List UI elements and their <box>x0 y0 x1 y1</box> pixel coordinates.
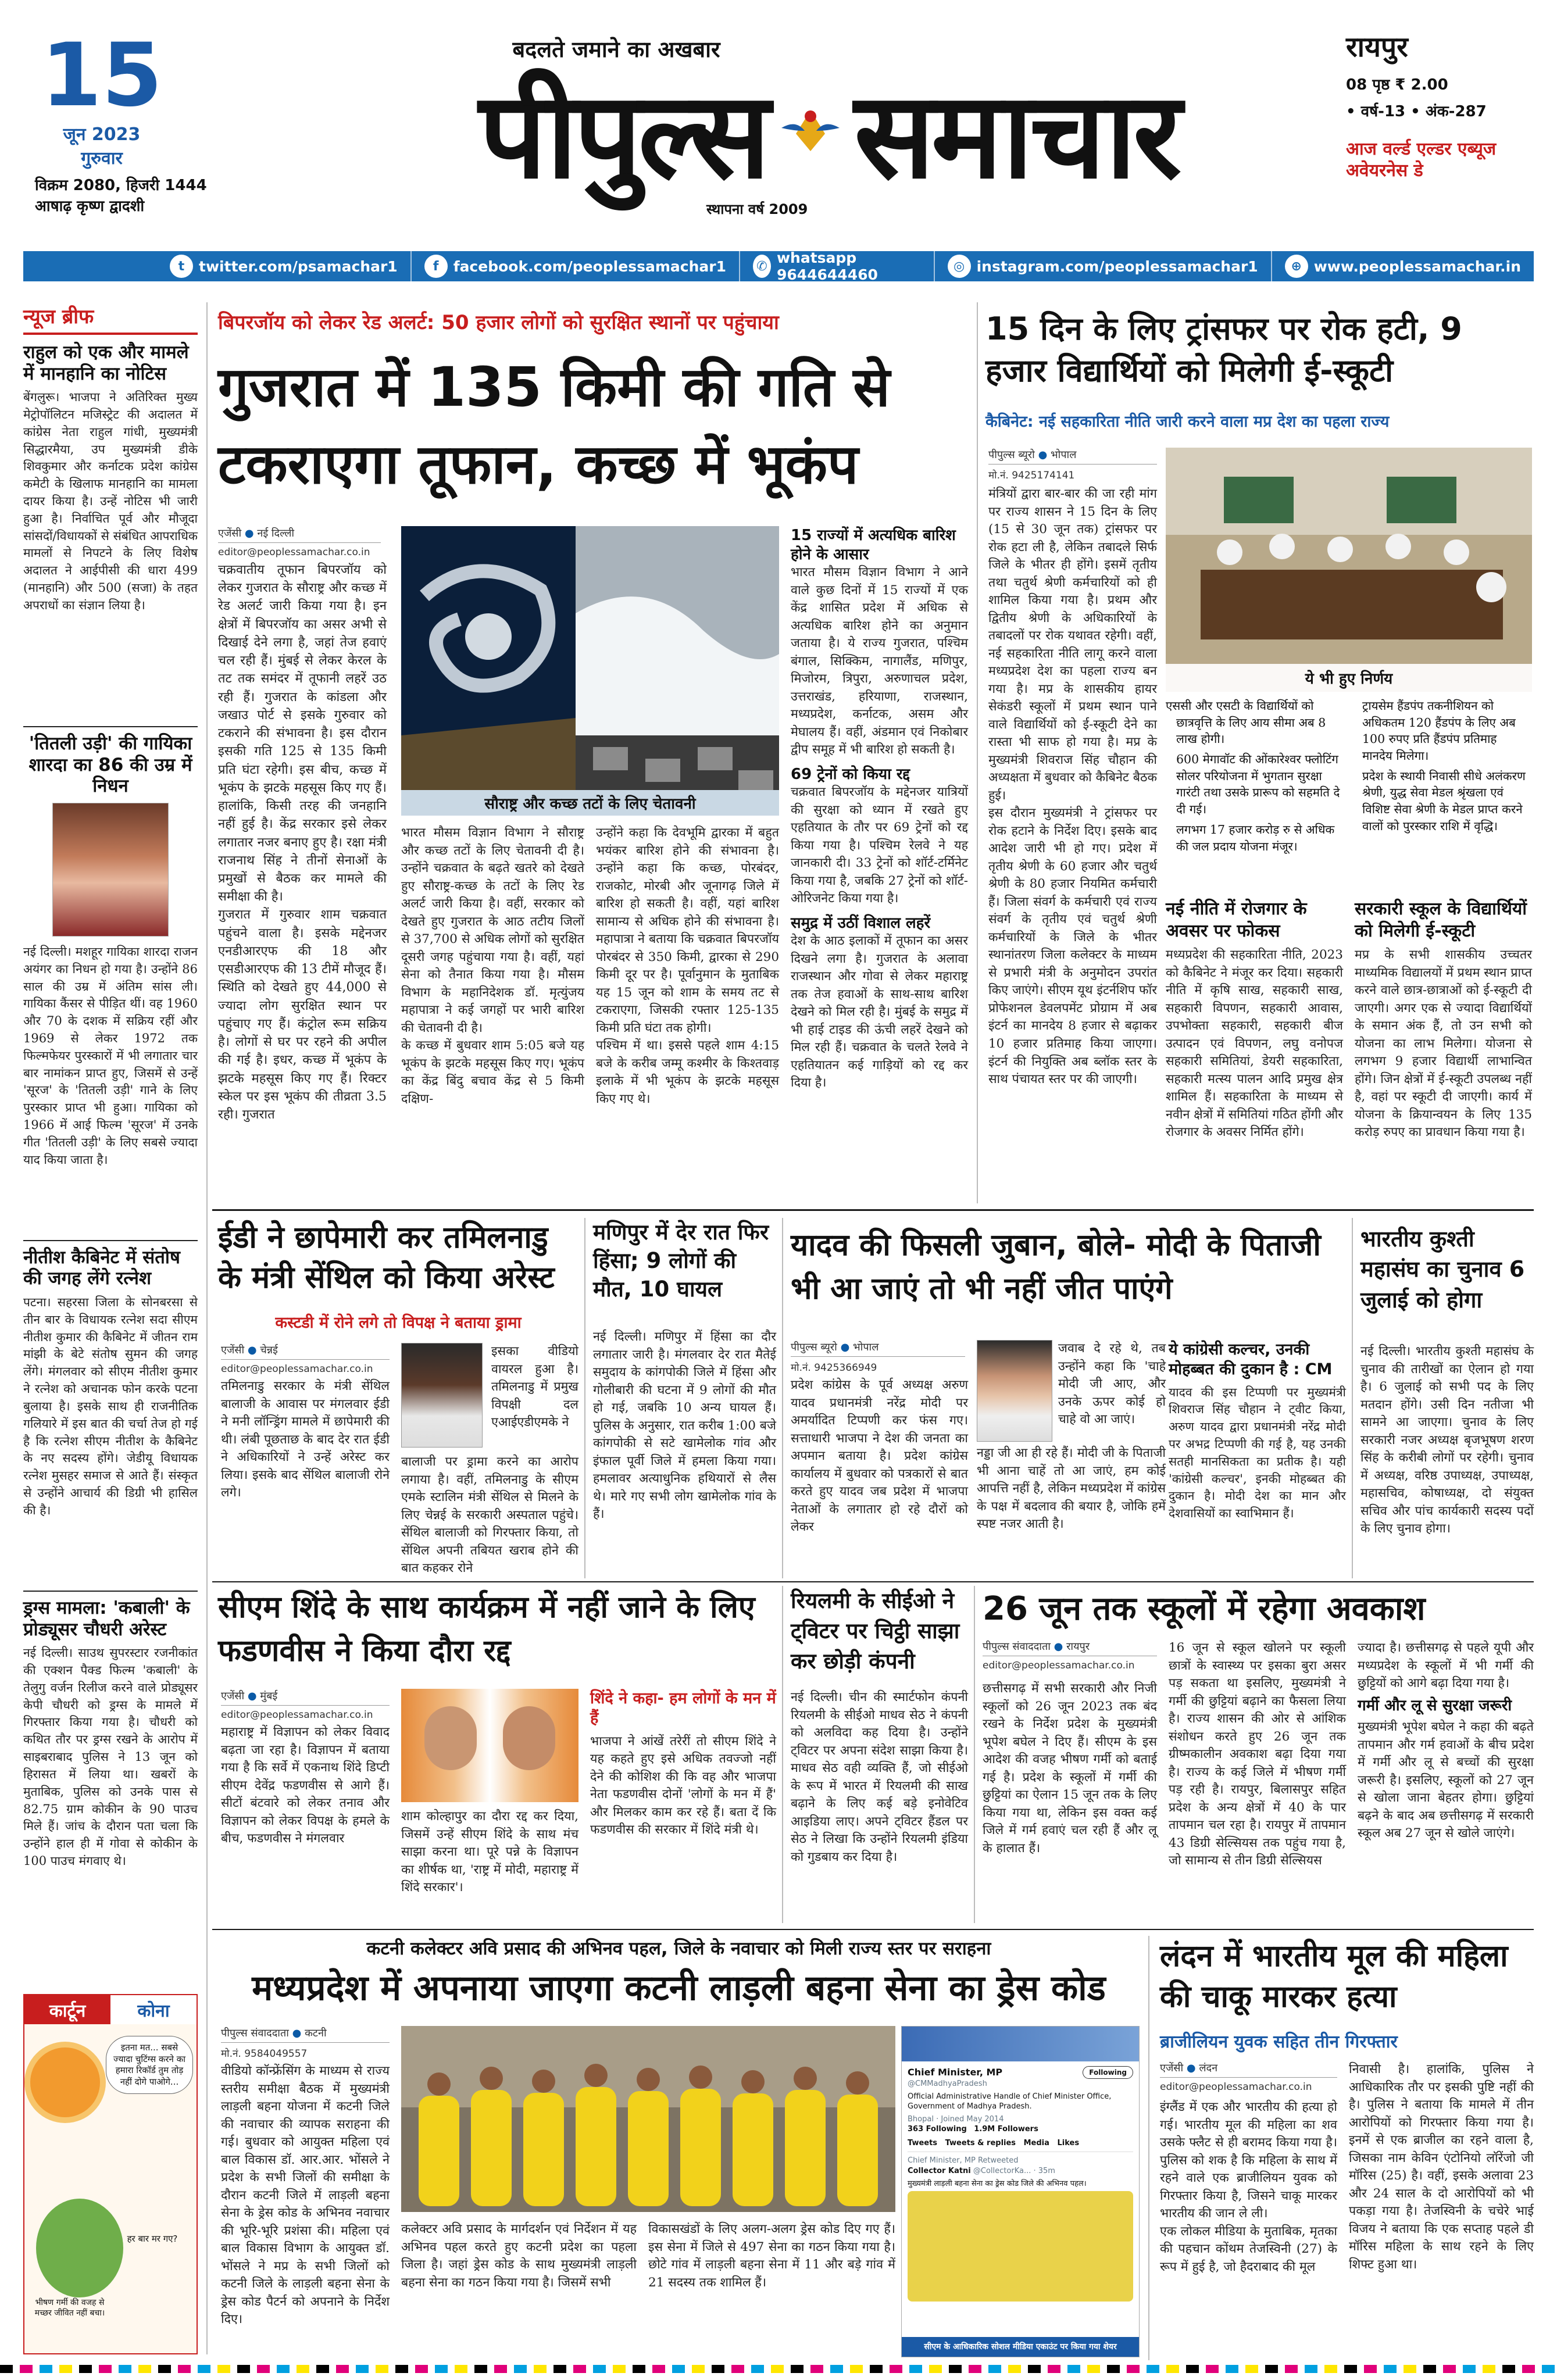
lead-sidebar <box>791 526 968 1200</box>
lead-byline-block <box>218 526 381 563</box>
cabinet-photo <box>1166 448 1532 692</box>
waves-subhead: समुद्र में उठीं विशाल लहरें <box>791 914 931 932</box>
rain-subhead: 15 राज्यों में अत्यधिक बारिश होने के आसार <box>791 527 956 563</box>
cyclone-photo <box>401 526 779 816</box>
coop-subhead: नई नीति में रोजगार के अवसर पर फोकस <box>1166 899 1307 941</box>
sun-character-icon <box>30 2047 100 2117</box>
katni-headline: मध्यप्रदेश में अपनाया जाएगा कटनी लाड़ली बहना सेना का ड्रेस कोड <box>252 1968 1106 2009</box>
cartoon-bubble-3: हर बार मर गए? <box>127 2234 178 2244</box>
school-col-3 <box>1358 1639 1534 1921</box>
cabinet-photo-caption: ये भी हुए निर्णय <box>1166 664 1532 692</box>
london-headline: लंदन में भारतीय मूल की महिला की चाकू मारकर हत्या <box>1160 1939 1508 2015</box>
lead-kicker-red: बिपरजॉय को लेकर रेड अलर्ट <box>218 311 427 334</box>
wrestling-body: नई दिल्ली। भारतीय कुश्ती महासंघ के चुनाव की तारीखों का ऐलान हो गया है। 6 जुलाई को सभी पद के लिए मतदान होंगे। उसी दिन नतीजा भी सामने आ जाएगा। चुनाव के लिए सरकारी नजर अध्यक्ष बृजभूषण शरण सिंह के करीबी लोगों पर रहेगी। चुनाव में अध्यक्ष, वरिष्ठ उपाध्यक्ष, उपाध्यक्ष, महासचिव, कोषाध्यक्ष, दो संयुक्त सचिव और पांच कार्यकारी सदस्य पदों के लिए चुनाव होगा। <box>1360 1344 1534 1536</box>
brief-2-headline: 'तितली उड़ी' की गायिका शारदा का 86 की उम्र में निधन <box>28 733 192 797</box>
tagline: बदलते जमाने का अखबार <box>512 37 720 62</box>
katni-body-2: कलेक्टर अवि प्रसाद के मार्गदर्शन एवं निर्देशन में यह अभिनव पहल करते हुए कटनी प्रदेश का पहला जिला है। जहां ड्रेस कोड के साथ मुख्यमंत्री लाड़ली बहना सेना का गठन किया गया है। जिसमें सभी <box>401 2222 637 2290</box>
brief-4-headline: ड्रग्स मामला: 'कबाली' के प्रोड्यूसर चौधरी अरेस्ट <box>23 1598 190 1640</box>
cm-reaction-box <box>1169 1340 1346 1575</box>
school-byline-block: पीपुल्स संवाददाता ● रायपुर editor@peoplessamachar.co.in <box>983 1639 1157 1676</box>
yadav-body-2: नड्डा जी आ ही रहे हैं। मोदी जी के पिताजी भी आना चाहें तो आ जाएं, हम कोई आपत्ति नहीं है, लेकिन मध्यप्रदेश में कांग्रेस के पक्ष में बदलाव की बयार है, जोकि हमें स्पष्ट नजर आती है। <box>977 1446 1166 1532</box>
escooty-body: मप्र के सभी शासकीय उच्चतर माध्यमिक विद्यालयों में प्रथम स्थान प्राप्त करने वाले छात्र-छात्राओं को ई-स्कूटी दी जाएगी। अगर एक से ज्यादा विद्यार्थियों के समान अंक हैं, तो उन सभी को योजना का लाभ मिलेगा। योजना से लगभग 9 हजार विद्यार्थी लाभान्वित होंगे। जिन क्षेत्रों में ई-स्कूटी उपलब्ध नहीं है, वहां पर स्कूटी दी जाएगी। कार्य में योजना के क्रियान्वयन के लिए 135 करोड़ रुपए का प्रावधान किया गया है। <box>1355 948 1532 1140</box>
shinde-photo <box>401 1689 578 1802</box>
edition-block <box>1346 32 1544 224</box>
shinde-body-2: शाम कोल्हापुर का दौरा रद्द कर दिया, जिसमें उन्हें सीएम शिंदे के साथ मंच साझा करना था। पूरे पन्ने के विज्ञापन का शीर्षक था, 'राष्ट्र में मोदी, महाराष्ट्र में शिंदे सरकार'। <box>401 1809 578 1895</box>
tweet-caption: सीएम के आधिकारिक सोशल मीडिया एकाउंट पर किया गया शेयर <box>902 2337 1139 2357</box>
trains-body: चक्रवात बिपरजॉय के मद्देनजर यात्रियों की सुरक्षा को ध्यान में रखते हुए एहतियात के तौर पर 69 ट्रेनों को रद्द किया गया है। पश्चिम रेलवे ने यह जानकारी दी। 33 ट्रेनों को शॉर्ट-टर्मिनेट किया गया है, जबकि 27 ट्रेनों को शॉर्ट-ओरिजनेट किया गया है। <box>791 785 968 906</box>
lead-headline: गुजरात में 135 किमी की गति से टकराएगा तूफान, कच्छ में भूकंप <box>218 356 890 497</box>
yadav-body: प्रदेश कांग्रेस के पूर्व अध्यक्ष अरुण यादव प्रधानमंत्री नरेंद्र मोदी पर अमर्यादित टिप्पणी कर फंस गए। सत्ताधारी भाजपा ने देश की जनता का अपमान बताया है। प्रदेश कांग्रेस कार्यालय में बुधवार को पत्रकारों से बात करते हुए यादव जब प्रदेश में भाजपा नेताओं के लगातार हो रहे दौरों को लेकर <box>791 1378 968 1535</box>
news-brief-column <box>23 302 198 2093</box>
tweet-handle: @CMMadhyaPradesh <box>908 2079 987 2089</box>
city: रायपुर <box>1346 31 1408 63</box>
decision-2: 600 मेगावॉट की ओंकारेश्वर फ्लोटिंग सोलर परियोजना में भुगतान सुरक्षा गारंटी तथा उसके प्रारूप को सहमति दे दी गई। <box>1176 752 1340 817</box>
tn-body-right: इसका वीडियो वायरल हुआ है। तमिलनाडु में प्रमुख विपक्षी दल एआईएडीएमके ने <box>491 1344 578 1430</box>
shinde-face <box>424 1706 477 1770</box>
ladli-bahna-sena-photo <box>401 2026 895 2212</box>
print-color-bar <box>0 2365 1557 2373</box>
yadav-byline-block: पीपुल्स ब्यूरो ● भोपाल मो.नं. 9425366949 <box>791 1340 965 1378</box>
tweet-following: 363 Following <box>908 2125 967 2134</box>
tweet-bio: Official Administrative Handle of Chief Minister Office, Government of Madhya Pradesh. <box>908 2092 1112 2111</box>
shinde-box <box>590 1689 776 1921</box>
lead-col-3: उन्होंने कहा कि देवभूमि द्वारका में बहुत भयंकर बारिश होने की संभावना है। उन्होंने कहा कि कच्छ, पोरबंदर, राजकोट, मोरबी और जूनागढ़ जिले में बारिश हो सकती है। वहीं, यहां बारिश सामान्य से अधिक होने की संभावना है। महापात्रा ने बताया कि चक्रवात बिपरजॉय पोरबंदर से 350 किमी, द्वारका से 290 किमी दूर पर है। पूर्वानुमान के मुताबिक यह 15 जून को शाम के समय तट से टकराएगा, जिसकी रफ्तार 125-135 किमी प्रति घंटा तक होगी। पश्चिम में था। इससे पहले शाम 4:15 बजे के करीब जम्मू कश्मीर के किश्तवाड़ इलाके में भी भूकंप के झटके महसूस किए गए थे। <box>596 826 779 1106</box>
brief-4-body: नई दिल्ली। साउथ सुपरस्टार रजनीकांत की एक्शन पैक्ड फिल्म 'कबाली' के तेलुगु वर्जन रिलीज करने वाले प्रोड्यूसर केपी चौधरी को ड्रग्स के मामले में गिरफ्तार किया गया है। चौधरी को कथित तौर पर ड्रग्स रखने के आरोप में साइबराबाद पुलिस ने 13 जून को हिरासत में लिया था। खबरों के मुताबिक, पुलिस को उनके पास से 82.75 ग्राम कोकीन के 90 पाउच मिले हैं। जांच के दौरान पता चला कि उन्होंने हाल ही में गोवा से कोकीन के 100 पाउच मंगवाए थे। <box>23 1646 198 1868</box>
waves-body: देश के आठ इलाकों में तूफान का असर दिखने लगा है। गुजरात के अलावा राजस्थान और गोवा से लेकर महाराष्ट्र तक तेज हवाओं के साथ-साथ बारिश देखने को मिल रही है। मुंबई के समुद्र में भी हाई टाइड की ऊंची लहरें देखने को मिल रही हैं। चक्रवात के चलते रेलवे ने एहतियातन कई गाड़ियों को रद्द कर दिया है। <box>791 934 968 1091</box>
realme-body: नई दिल्ली। चीन की स्मार्टफोन कंपनी रियलमी के सीईओ माधव सेठ ने कंपनी को अलविदा कह दिया है। उन्होंने ट्विटर पर अपना संदेश साझा किया है। माधव सेठ वही व्यक्ति हैं, जो सीईओ के रूप में भारत में रियलमी की साख बढ़ाने के लिए कई बड़े इनोवेटिव आइडिया लाए। अपने ट्विटर हैंडल पर सेठ ने लिखा कि उन्होंने रियलमी इंडिया को गुडबाय कर दिया है। <box>791 1690 968 1864</box>
tweet-location: Bhopal <box>908 2114 934 2124</box>
coop-body: मध्यप्रदेश की सहकारिता नीति, 2023 को कैबिनेट ने मंजूर कर दिया। सहकारी नीति में कृषि साख, सहकारी साख, सहकारी विपणन, सहकारी आवास, उपभोक्ता सहकारी, सहकारी बीज उत्पादन एवं विपणन, लघु वनोपज सहकारी समितियां, डेयरी सहकारिता, सहकारी मत्स्य पालन आदि प्रमुख क्षेत्र शामिल हैं। सहकारिता के माध्यम से नवीन क्षेत्रों में समितियां गठित होंगी और रोजगार के अवसर निर्मित होंगे। <box>1166 948 1343 1140</box>
cartoon-bubble-2: भीषण गर्मी की वजह से मच्छर जीवित नहीं बचा। <box>34 2298 105 2318</box>
tn-kicker: कस्टडी में रोने लगे तो विपक्ष ने बताया ड्रामा <box>275 1314 522 1332</box>
katni-body-3: विकासखंडों के लिए अलग-अलग ड्रेस कोड दिए गए हैं। इस सेना में जिले से 497 सेना का गठन किया गया है। छोटे गांव में लाड़ली बहना सेना में 11 और बड़े गांव में 21 सदस्य तक शामिल हैं। <box>648 2222 895 2290</box>
rain-body: भारत मौसम विज्ञान विभाग ने आने वाले कुछ दिनों में 15 राज्यों में एक केंद्र शासित प्रदेश में अधिक से अत्यधिक बारिश होने का अनुमान जताया है। ये राज्य गुजरात, पश्चिम बंगाल, सिक्किम, नागालैंड, मणिपुर, मिजोरम, त्रिपुरा, अरुणाचल प्रदेश, उत्तराखंड, हरियाणा, राजस्थान, मध्यप्रदेश, कर्नाटक, असम और मेघालय हैं। वहीं, अंडमान एवं निकोबार द्वीप समूह में भी बारिश हो सकती है। <box>791 565 968 757</box>
instagram-icon: ◎ <box>948 255 971 278</box>
brief-1-headline: राहुल को एक और मामले में मानहानि का नोटिस <box>23 342 189 384</box>
school-col-3-bottom: मुख्यमंत्री भूपेश बघेल ने कहा की बढ़ते तापमान और गर्म हवाओं के बीच प्रदेश में गर्मी और लू से बच्चों की सुरक्षा जरूरी है। इसलिए, स्कूलों को 27 जून से खोला जाना बेहतर होगा। छुट्टियां बढ़ने के बाद अब छत्तीसगढ़ में सरकारी स्कूल अब 27 जून से खोले जाएंगे। <box>1358 1720 1534 1841</box>
tithi: आषाढ़ कृष्ण द्वादशी <box>35 198 145 215</box>
realme-headline: रियलमी के सीईओ ने ट्विटर पर चिट्ठी साझा कर छोड़ी कंपनी <box>791 1588 960 1674</box>
weekday: गुरुवार <box>81 148 123 169</box>
masthead <box>0 0 1557 256</box>
date-block <box>35 25 233 224</box>
lead-photo-caption: सौराष्ट्र और कच्छ तटों के लिए चेतावनी <box>401 790 779 816</box>
london-col-1: इंग्लैंड में एक और भारतीय की हत्या हो गई। भारतीय मूल की महिला का शव उसके फ्लैट से ही बरामद किया गया है। पुलिस को शक है कि महिला के साथ में रहने वाले एक ब्राजीलियन युवक को गिरफ्तार किया है, जिसने चाकू मारकर भारतीय की जान ले ली। एक लोकल मीडिया के मुताबिक, मृतका की पहचान कोंथम तेजस्विनी (27) के रूप में हुई है, जो हैदराबाद की मूल <box>1160 2100 1337 2274</box>
shinde-box-headline: शिंदे ने कहा- हम लोगों के मन में हैं <box>590 1689 776 1727</box>
london-kicker: ब्राजीलियन युवक सहित तीन गिरफ्तार <box>1160 2032 1398 2052</box>
wrestling-headline: भारतीय कुश्ती महासंघ का चुनाव 6 जुलाई को होगा <box>1360 1226 1525 1313</box>
shinde-headline: सीएम शिंदे के साथ कार्यक्रम में नहीं जाने के लिए फडणवीस ने किया दौरा रद्द <box>218 1590 755 1669</box>
mosquito-icon <box>36 2199 123 2297</box>
decision-1: एससी और एसटी के विद्यार्थियों को छात्रवृत्ति के लिए आय सीमा अब 8 लाख होगी। <box>1166 699 1326 746</box>
samvat: विक्रम 2080, हिजरी 1444 <box>35 177 207 194</box>
newspaper-name <box>291 55 1366 206</box>
london-byline-block: एजेंसी ● लंदन editor@peoplessamachar.co.in <box>1160 2061 1337 2097</box>
tn-byline-block: एजेंसी ● चेन्नई editor@peoplessamachar.co.in <box>221 1343 390 1380</box>
facebook-link[interactable]: f facebook.com/peoplessamachar1 <box>412 251 740 281</box>
day-note: आज वर्ल्ड एल्डर एब्यूज अवेयरनेस डे <box>1346 138 1497 181</box>
escooty-sub <box>1355 898 1532 1203</box>
singer-photo <box>52 803 169 937</box>
tweet-retweeted: Chief Minister, MP Retweeted <box>908 2156 1019 2165</box>
cabinet-meeting-photo <box>1166 448 1532 692</box>
lead-email: editor@peoplessamachar.co.in <box>218 546 370 558</box>
heat-subhead: गर्मी और लू से सुरक्षा जरूरी <box>1358 1696 1512 1714</box>
transfer-kicker: कैबिनेट: नई सहकारिता नीति जारी करने वाला मप्र देश का पहला राज्य <box>985 413 1390 431</box>
katni-byline-block: पीपुल्स संवाददाता ● कटनी मो.नं. 9584049557 <box>221 2026 390 2064</box>
lead-col-1: चक्रवातीय तूफान बिपरजॉय को लेकर गुजरात के सौराष्ट्र और कच्छ में रेड अलर्ट जारी किया गया है। इन क्षेत्रों में बिपरजॉय का असर अभी से दिखाई देने लगा है, जहां तेज हवाएं चल रही हैं। मुंबई से लेकर केरल के तट तक समंदर में तूफानी लहरें उठ रही हैं। गुजरात के कांडला और जखाउ पोर्ट से इसके गुरुवार को टकराने की संभावना है। इस दौरान इसकी गति 125 से 135 किमी प्रति घंटा रहेगी। इस बीच, कच्छ में भूकंप के झटके महसूस किए गए हैं। हालांकि, किसी तरह की जनहानि नहीं हुई है। केंद्र सरकार इसे लेकर लगातार नजर बनाए हुए है। रक्षा मंत्री राजनाथ सिंह ने तीनों सेनाओं के प्रमुखों से बैठक कर मामले की समीक्षा की है। गुजरात में गुरुवार शाम चक्रवात पहुंचने वाला है। इसके मद्देनजर एनडीआरएफ की 18 और एसडीआरएफ की 13 टीमें मौजूद हैं। स्थिति को देखते हुए 44,000 से ज्यादा लोग सुरक्षित स्थान पर पहुंचाए गए हैं। कंट्रोल रूम सक्रिय है। लोगों से घर पर रहने की अपील की गई है। इधर, कच्छ में भूकंप के झटके महसूस किए गए हैं। रिक्टर स्केल पर इस भूकंप की तीव्रता 3.5 रही। गुजरात <box>218 563 387 1123</box>
name-right: समाचार <box>854 66 1179 205</box>
school-col-1: छत्तीसगढ़ में सभी सरकारी और निजी स्कूलों को 26 जून 2023 तक बंद रखने के निर्देश प्रदेश के मुख्यमंत्री भूपेश बघेल ने दिए हैं। सीएम के इस आदेश की वजह भीषण गर्मी को बताई गई है। प्रदेश के स्कूलों में गर्मी की छुट्टियां का ऐलान 15 जून तक के लिए किया गया था, लेकिन इस वक्त कई जिले में गर्म हवाएं चल रही हैं और लू के हालात हैं। <box>983 1681 1157 1856</box>
shinde-byline-block: एजेंसी ● मुंबई editor@peoplessamachar.co.in <box>221 1689 390 1725</box>
follow-button[interactable]: Following <box>1083 2066 1133 2079</box>
date-month: जून 2023 <box>63 124 141 145</box>
transfer-headline: 15 दिन के लिए ट्रांसफर पर रोक हटी, 9 हजार विद्यार्थियों को मिलेगी ई-स्कूटी <box>985 310 1462 389</box>
cartoon-drawing <box>24 2024 197 2353</box>
cm-reaction-headline: ये कांग्रेसी कल्चर, उनकी मोहब्बत की दुकान है : CM <box>1169 1341 1333 1378</box>
lead-photo <box>401 526 779 816</box>
whatsapp-link[interactable]: ✆ whatsapp 9644644460 <box>740 251 935 281</box>
decision-3: लगभग 17 हजार करोड़ रु से अधिक की जल प्रदाय योजना मंजूर। <box>1176 822 1335 853</box>
fadnavis-face <box>503 1706 555 1770</box>
cartoon-title2: कोना <box>137 2000 170 2021</box>
yadav-headline: यादव की फिसली जुबान, बोले- मोदी के पिताजी भी आ जाएं तो भी नहीं जीत पाएंगे <box>791 1228 1321 1307</box>
tn-body-2: बालाजी पर ड्रामा करने का आरोप लगाया है। वहीं, तमिलनाडु के सीएम एमके स्टालिन मंत्री सेंथिल से मिलने के लिए चेन्नई के सरकारी अस्पताल पहुंचे। सेंथिल बालाजी को गिरफ्तार किया, तो सेंथिल अपनी तबियत खराब होने की बात कहकर रोने <box>401 1455 578 1576</box>
coop-policy-sub <box>1166 898 1343 1203</box>
decisions-list <box>1166 698 1532 889</box>
katni-kicker: कटनी कलेक्टर अवि प्रसाद की अभिनव पहल, जिले के नवाचार को मिली राज्य स्तर पर सराहना <box>366 1938 991 1959</box>
name-left: पीपुल्स <box>478 66 767 205</box>
globe-icon: ⊕ <box>1285 255 1308 278</box>
tweet-joined: Joined May 2014 <box>941 2114 1004 2124</box>
tweet-banner <box>902 2027 1139 2061</box>
cm-reaction-body: यादव की इस टिप्पणी पर मुख्यमंत्री शिवराज सिंह चौहान ने ट्वीट किया, अरुण यादव द्वारा प्रधानमंत्री नरेंद्र मोदी पर अभद्र टिप्पणी की गई है, यह उनकी सतही मानसिकता का प्रतीक है। यही 'कांग्रेसी कल्चर', इनकी मोहब्बत की दुकान है। मोदी देश का मान और देशवासियों का स्वाभिमान हैं। <box>1169 1385 1346 1521</box>
school-col-3-top: ज्यादा है। छत्तीसगढ़ से पहले यूपी और मध्यप्रदेश के स्कूलों में भी गर्मी की छुट्टियों को आगे बढ़ा दिया गया है। <box>1358 1641 1534 1691</box>
brief-3-body: पटना। सहरसा जिला के सोनबरसा से तीन बार के विधायक रत्नेश सदा सीएम नीतीश कुमार की कैबिनेट में जीतन राम मांझी के बेटे संतोष सुमन की जगह लेंगे। मंगलवार को सीएम नीतीश कुमार ने रत्नेश को अचानक फोन करके पटना बुलाया है। इसके साथ ही राजनीतिक गलियारे में इस बात की चर्चा तेज हो गई है कि रत्नेश सीएम नीतीश के कैबिनेट के नए सदस्य होंगे। जेडीयू विधायक रत्नेश मुसहर समाज से आते हैं। संस्कृत से उन्होंने आचार्य की डिग्री भी हासिल की है। <box>23 1295 198 1517</box>
decision-4: ट्रायसेम हैंडपंप तकनीशियन को अधिकतम 120 हैंडपंप के लिए अब 100 रुपए प्रति हैंडपंप प्रतिमाह मानदेय मिलेगा। <box>1362 699 1516 763</box>
tweet-followers: 1.9M Followers <box>974 2125 1038 2134</box>
tweet-image <box>908 2191 1133 2302</box>
twitter-link[interactable]: t twitter.com/psamachar1 <box>157 251 412 281</box>
lead-byline: एजेंसी ● नई दिल्ली <box>218 526 381 543</box>
cm-tweet-screenshot: Chief Minister, MP Following @CMMadhyaPradesh Official Administrative Handle of Chief Minister Office, Government of Madhya Pradesh. Bhopal · Joined May 2014 363 Following 1.9M Followers Tweets Tweets & replies Media Likes Chief Minister, MP Retweeted Collector Katni @CollectorKa... · 35m मुख्यमंत्री लाड़ली बहना सेना का ड्रेस कोड जिले की अभिनव पहल। सीएम के आधिकारिक सोशल मीडिया एकाउंट पर किया गया शेयर <box>901 2026 1140 2357</box>
tn-body: तमिलनाडु सरकार के मंत्री सेंथिल बालाजी के आवास पर मंगलवार ईडी ने मनी लॉन्ड्रिंग मामले में छापेमारी की थी। लंबी पूछताछ के बाद देर रात ईडी ने अधिकारियों ने उन्हें अरेस्ट कर लिया। इसके बाद सेंथिल बालाजी रोने लगे। <box>221 1379 390 1500</box>
volume: • वर्ष-13 • अंक-287 <box>1346 102 1487 120</box>
shinde-box-body: भाजपा ने आंखें तरेरीं तो सीएम शिंदे ने यह कहते हुए इसे अधिक तवज्जो नहीं देने की कोशिश की कि वह और भाजपा नेता फडणवीस दोनों 'लोगों के मन में हैं' और मिलकर काम कर रहे हैं। बता दें कि फडणवीस की सरकार में शिंदे मंत्री थे। <box>590 1734 776 1838</box>
shinde-body: महाराष्ट्र में विज्ञापन को लेकर विवाद बढ़ता जा रहा है। विज्ञापन में बताया गया है कि सर्वे में एकनाथ शिंदे डिप्टी सीएम देवेंद्र फडणवीस से आगे हैं। सीटों बंटवारे को लेकर तनाव और विज्ञापन को लेकर विपक्ष के हमले के बीच, फडणवीस ने मंगलवार <box>221 1725 390 1846</box>
lead-kicker <box>218 308 968 338</box>
minister-photo <box>401 1343 483 1448</box>
website-link[interactable]: ⊕ www.peoplessamachar.in <box>1272 251 1534 281</box>
katni-group-photo <box>401 2026 895 2212</box>
brief-3-headline: नीतीश कैबिनेट में संतोष की जगह लेंगे रत्नेश <box>23 1246 180 1289</box>
tweet-title: Chief Minister, MP <box>908 2067 1003 2078</box>
instagram-link[interactable]: ◎ instagram.com/peoplessamachar1 <box>935 251 1272 281</box>
yadav-body-3 <box>791 1509 968 1575</box>
tweet-handle-2: @CollectorKa... · 35m <box>973 2167 1055 2176</box>
trains-subhead: 69 ट्रेनों को किया रद्द <box>791 765 910 783</box>
tweet-author: Collector Katni <box>908 2167 971 2176</box>
yadav-photo <box>977 1340 1052 1442</box>
twitter-icon: t <box>170 255 193 278</box>
manipur-headline: मणिपुर में देर रात फिर हिंसा; 9 लोगों की मौत, 10 घायल <box>593 1220 769 1302</box>
school-col-2: 16 जून से स्कूल खोलने पर स्कूली छात्रों के स्वास्थ्य पर इसका बुरा असर पड़ सकता था इसलिए, मुख्यमंत्री ने गर्मी की छुट्टियां बढ़ाने का फैसला लिया है। राज्य शासन की ओर से आंशिक संशोधन करते हुए 26 जून तक ग्रीष्मकालीन अवकाश बढ़ा दिया गया है। राज्य के कई जिले में भीषण गर्मी पड़ रही है। रायपुर, बिलासपुर सहित प्रदेश के अन्य क्षेत्रों में 40 के पार तापमान चल रहा है। रायपुर में तापमान 43 डिग्री सेल्सियस तक पहुंच गया है, जो सामान्य से तीन डिग्री सेल्सियस <box>1169 1641 1346 1868</box>
pages-price: 08 पृष्ठ ₹ 2.00 <box>1346 76 1448 94</box>
lead-col-2: भारत मौसम विज्ञान विभाग ने सौराष्ट्र और कच्छ तटों के लिए चेतावनी दी है। उन्होंने चक्रवात के बढ़ते खतरे को देखते हुए सौराष्ट्र-कच्छ के तटों के लिए रेड अलर्ट जारी किया है। वहीं, सरकार को देखते हुए गुजरात के आठ तटीय जिलों से 37,700 से अधिक लोगों को सुरक्षित दूसरी जगह पहुंचाया गया है। वहीं, यहां सेना को तैनात किया गया है। मौसम विभाग के महानिदेशक डॉ. मृत्युंजय महापात्रा ने कई जगहों पर भारी बारिश की चेतावनी दी है। के कच्छ में बुधवार शाम 5:05 बजे यह भूकंप के झटके महसूस किए गए। भूकंप का केंद्र बिंदु बचाव केंद्र से 5 किमी दक्षिण- <box>401 826 584 1106</box>
transfer-body: मंत्रियों द्वारा बार-बार की जा रही मांग पर राज्य शासन ने 15 दिन के लिए (15 से 30 जून तक) ट्रांसफर पर रोक हटा ली है, लेकिन तबादले सिर्फ जिले के भीतर ही होंगे। इसमें तृतीय तथा चतुर्थ श्रेणी कर्मचारियों को ही शामिल किया गया है। प्रथम और द्वितीय श्रेणी के अधिकारियों के तबादलों पर रोक यथावत रहेगी। वहीं, नई सहकारिता नीति लागू करने वाला मध्यप्रदेश देश का पहला राज्य बन गया है। मप्र के शासकीय हायर सेकंडरी स्कूलों में प्रथम स्थान पाने वाले विद्यार्थियों को ई-स्कूटी देने का रास्ता भी साफ हो गया है। मप्र के मुख्यमंत्री शिवराज सिंह चौहान की अध्यक्षता में बुधवार को कैबिनेट बैठक हुई। इस दौरान मुख्यमंत्री ने ट्रांसफर पर रोक हटाने के निर्देश दिए। इसके बाद आदेश जारी भी हो गए। प्रदेश में तृतीय श्रेणी के 60 हजार और चतुर्थ श्रेणी के 80 हजार नियमित कर्मचारी हैं। जिला संवर्ग के कर्मचारी एवं राज्य संवर्ग के तृतीय एवं चतुर्थ श्रेणी कर्मचारियों के जिले के भीतर स्थानांतरण जिला कलेक्टर के माध्यम से प्रभारी मंत्री के अनुमोदन उपरांत किए जाएंगे। सीएम यूथ इंटर्नशिप फॉर प्रोफेशनल डेवलपमेंट प्रोग्राम में अब इंटर्न का मानदेय 8 हजार से बढ़ाकर 10 हजार प्रतिमाह किया जाएगा। इंटर्न की नियुक्ति अब ब्लॉक स्तर के साथ पंचायत स्तर पर की जाएगी। <box>988 487 1157 1087</box>
brief-2-body: नई दिल्ली। मशहूर गायिका शारदा राजन अयंगर का निधन हो गया है। उन्होंने 86 साल की उम्र में अंतिम सांस ली। गायिका कैंसर से पीड़ित थीं। वह 1960 और 70 के दशक में सक्रिय रहीं और 1969 से लेकर 1972 तक फिल्मफेयर पुरस्कारों में भी लगातार चार बार नामांकन प्राप्त हुए, जिसमें से उन्हें 'सूरज' के 'तितली उड़ी' गाने के लिए पुरस्कार प्राप्त भी हुआ। गायिका को 1966 में आई फिल्म 'सूरज' में उनके गीत 'तितली उड़ी' के लिए सबसे ज्यादा याद किया जाता है। <box>23 944 198 1167</box>
date-number: 15 <box>41 25 163 126</box>
whatsapp-icon: ✆ <box>753 255 771 278</box>
yadav-body-right: जवाब दे रहे थे, तब उन्होंने कहा कि 'चाहे मोदी जी आए, और उनके ऊपर कोई हो चाहे वो आ जाएं। <box>1058 1341 1166 1427</box>
decision-5: प्रदेश के स्थायी निवासी सीधे अलंकरण श्रेणी, युद्ध सेवा मेडल श्रृंखला एवं विशिष्ट सेवा श्रेणी के मेडल प्राप्त करने वालों को पुरस्कार राशि में वृद्धि। <box>1362 769 1526 833</box>
cartoon-bubble-1: इतना मत... सबसे ज्यादा चुटिंग्स करने का हमारा रिकॉर्ड तुम तोड़ नहीं दोगे पाओगे... <box>106 2036 193 2094</box>
news-brief-title: न्यूज ब्रीफ <box>23 302 198 335</box>
cartoon-header <box>24 1995 197 2024</box>
manipur-body: नई दिल्ली। मणिपुर में हिंसा का दौर लगातार जारी है। मंगलवार देर रात मैतेई समुदाय के कांगपोकी जिले में हिंसा और गोलीबारी की घटना में 9 लोगों की मौत हो गई, जबकि 10 अन्य घायल हैं। पुलिस के अनुसार, रात करीब 1:00 बजे कांगपोकी से सटे खामेलोक गांव और इंफाल पूर्वी जिले में हमला किया गया। हमलावर अत्याधुनिक हथियारों से लैस थे। मारे गए सभी लोग खामेलोक गांव के हैं। <box>593 1330 776 1522</box>
brief-1-body: बेंगलुरू। भाजपा ने अतिरिक्त मुख्य मेट्रोपॉलिटन मजिस्ट्रेट की अदालत में कांग्रेस नेता राहुल गांधी, मुख्यमंत्री सिद्धारमैया, उप मुख्यमंत्री डीके शिवकुमार और कर्नाटक प्रदेश कांग्रेस कमेटी के खिलाफ मानहानि का मामला दायर किया है। उन्हें नोटिस भी जारी हुआ है। निर्वाचित पूर्व और मौजूदा सांसदों/विधायकों से संबंधित आपराधिक मामलों से निपटने के लिए विशेष अदालत ने आईपीसी की धारा 499 (मानहानि) और 500 (सजा) के तहत अपराधों का संज्ञान लिया है। <box>23 390 198 612</box>
lead-kicker-rest: : 50 हजार लोगों को सुरक्षित स्थानों पर पहुंचाया <box>426 311 779 334</box>
facebook-icon: f <box>424 255 448 278</box>
cartoon-title: कार्टून <box>24 1995 110 2024</box>
transfer-byline-block: पीपुल्स ब्यूरो ● भोपाल मो.नं. 9425174141 <box>988 448 1157 486</box>
tn-headline: ईडी ने छापेमारी कर तमिलनाडु के मंत्री सेंथिल को किया अरेस्ट <box>218 1220 555 1295</box>
escooty-subhead: सरकारी स्कूल के विद्यार्थियों को मिलेगी ई-स्कूटी <box>1355 899 1527 941</box>
social-bar <box>23 251 1534 281</box>
katni-body: वीडियो कॉन्फ्रेंसिंग के माध्यम से राज्य स्तरीय समीक्षा बैठक में मुख्यमंत्री लाड़ली बहना योजना में कटनी जिले की नवाचार की व्यापक सराहना की गई। बुधवार को आयुक्त महिला एवं बाल विकास डॉ. आर.आर. भोंसले ने प्रदेश के सभी जिलों की समीक्षा के दौरान कटनी जिले में लाड़ली बहना सेना के ड्रेस कोड के अभिनव नवाचार की भूरि-भूरि प्रशंसा की। महिला एवं बाल विकास विभाग के आयुक्त डॉ. भोंसले ने मप्र के सभी जिलों को कटनी जिले के लाड़ली बहना सेना के ड्रेस कोड पैटर्न को अपनाने के निर्देश दिए। <box>221 2064 390 2327</box>
cartoon-box <box>23 1994 198 2354</box>
school-headline: 26 जून तक स्कूलों में रहेगा अवकाश <box>983 1590 1426 1628</box>
london-col-2: निवासी है। हालांकि, पुलिस ने आधिकारिक तौर पर इसकी पुष्टि नहीं की है। पुलिस ने बताया कि मामले में तीन आरोपियों को गिरफ्तार किया गया है। इनमें से एक ब्राजील का रहने वाला है, जिसका नाम केविन एंटोनियो लॉरेंजो जी मॉरिस (25) है। वहीं, इसके अलावा 23 और 24 साल के दो आरोपियों को भी पकड़ा गया है। तेजस्विनी के चचेरे भाई विजय ने बताया कि एक सप्ताह पहले डी मॉरिस महिला के साथ रहने के लिए शिफ्ट हुआ था। <box>1349 2062 1534 2272</box>
established: स्थापना वर्ष 2009 <box>706 201 808 217</box>
tweet-text: मुख्यमंत्री लाड़ली बहना सेना का ड्रेस कोड जिले की अभिनव पहल। <box>908 2179 1087 2188</box>
tweet-tabs[interactable]: Tweets Tweets & replies Media Likes <box>908 2135 1133 2153</box>
emblem-icon <box>779 99 842 163</box>
